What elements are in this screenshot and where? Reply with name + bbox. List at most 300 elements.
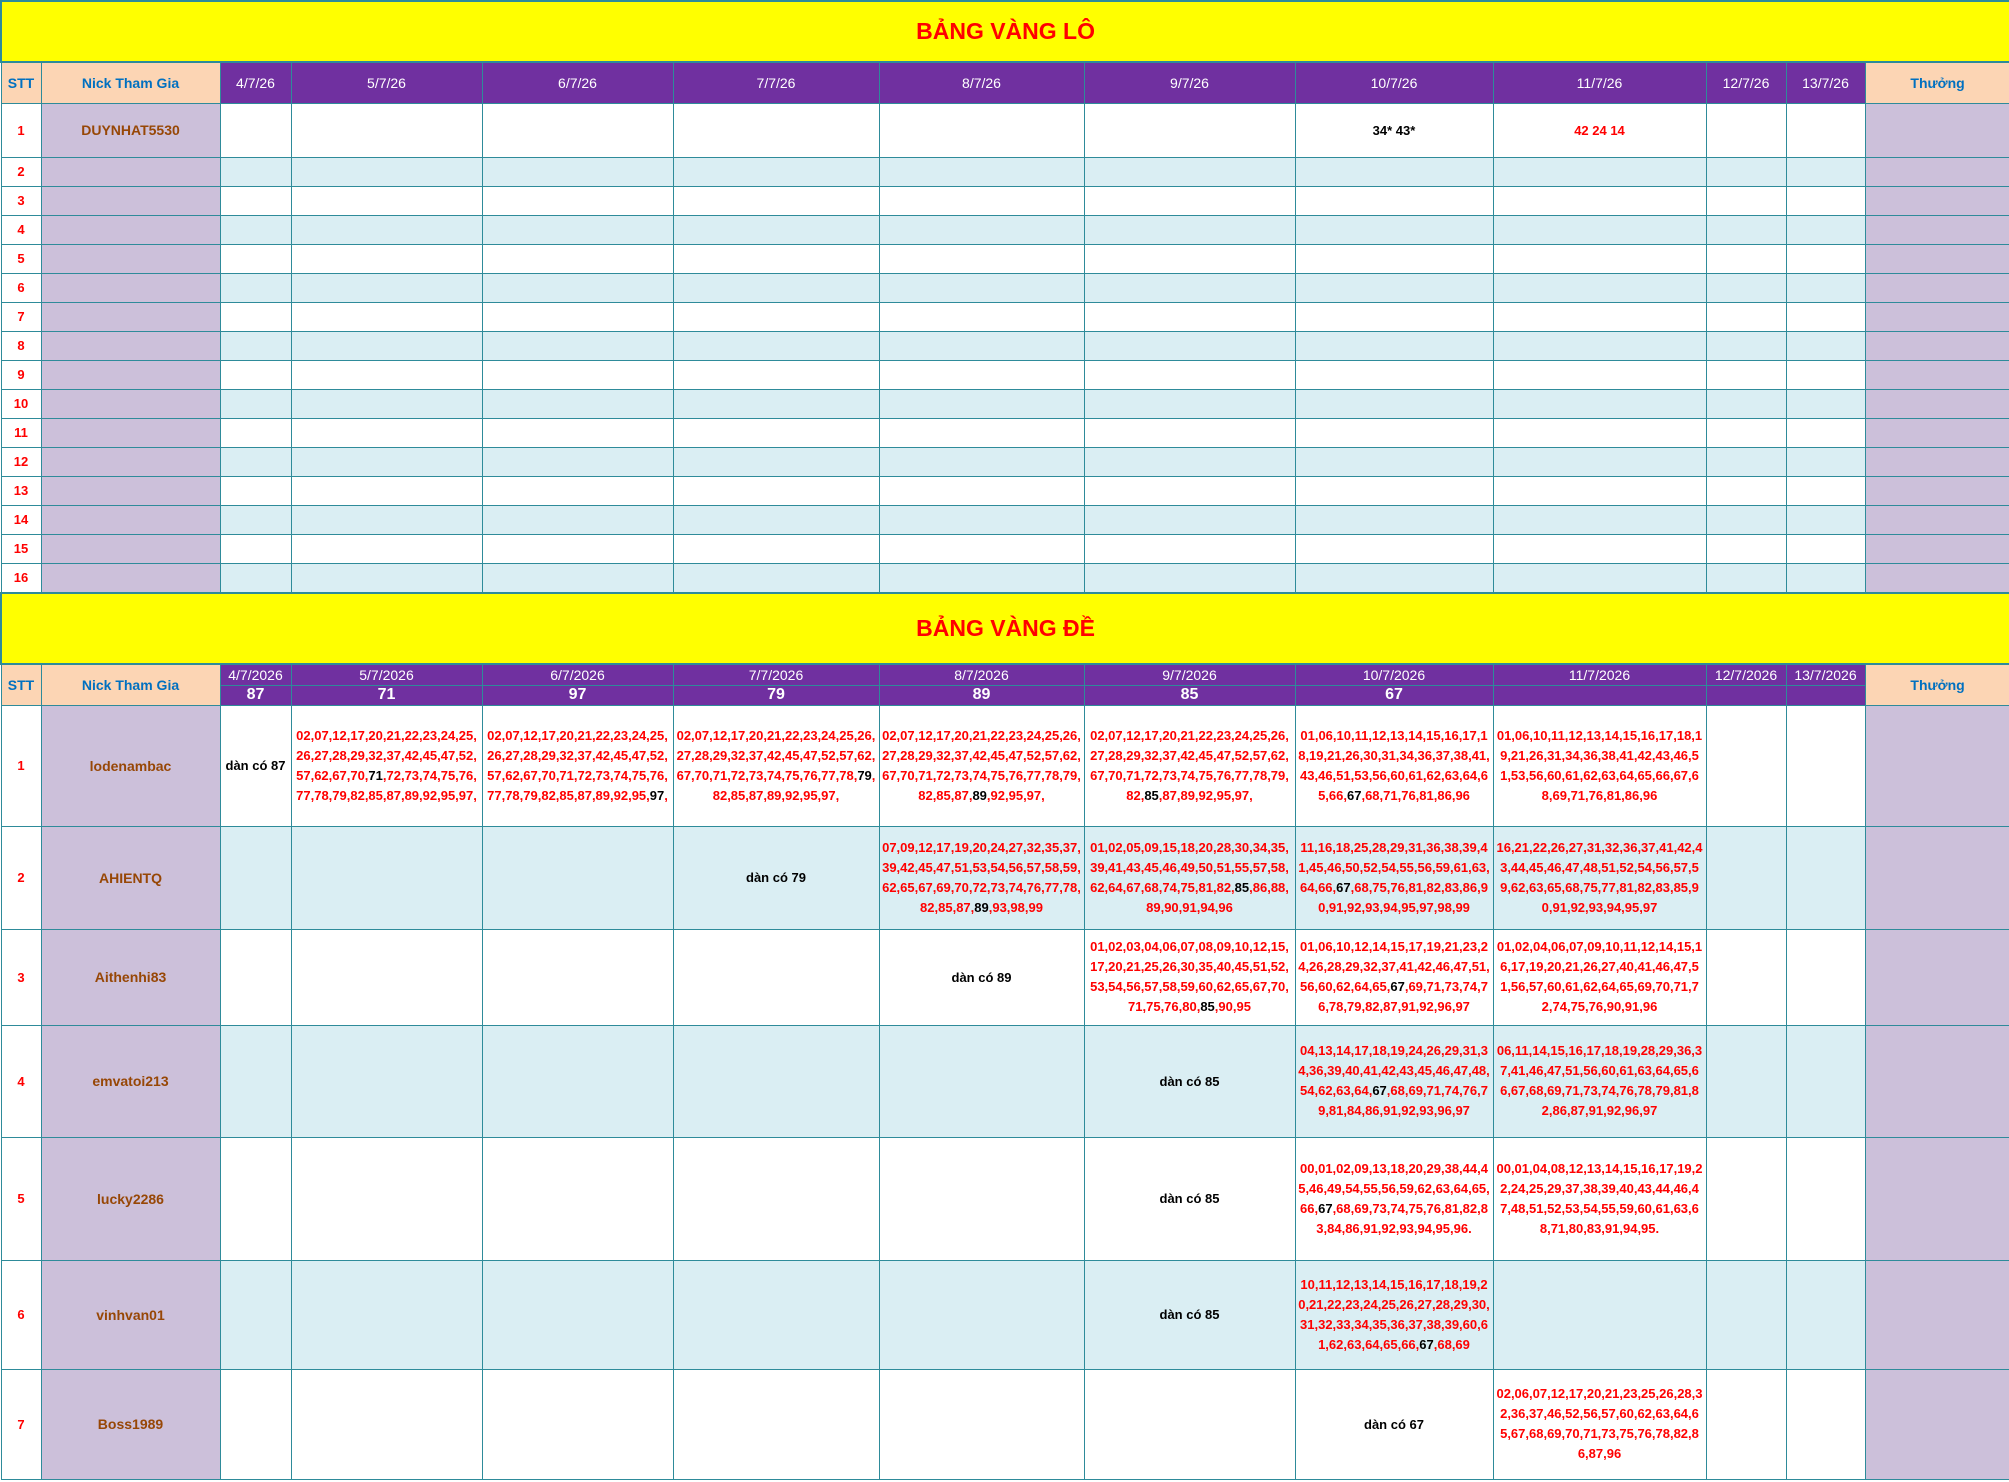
dan-note: dàn có 85	[1159, 1307, 1220, 1322]
day-cell	[673, 244, 879, 273]
table-row	[1, 929, 2009, 1025]
number-list: 01,06,10,12,14,15,17,19,21,23,24,26,28,29,32,37,41,42,46,47,51,56,60,62,64,65,67,69,71,73,74,76,78,79,82,87,91,92,96,97	[1298, 939, 1490, 1014]
thuong-cell	[1865, 244, 2009, 273]
thuong-cell	[1865, 826, 2009, 929]
day-cell	[482, 476, 673, 505]
thuong-cell	[1865, 186, 2009, 215]
day-cell	[1786, 1137, 1865, 1260]
day-cell	[1706, 244, 1786, 273]
day-cell	[291, 1137, 482, 1260]
day-cell	[1493, 705, 1706, 826]
day-cell	[879, 418, 1084, 447]
day-cell	[1786, 563, 1865, 592]
result-cell: 89	[879, 685, 1084, 705]
number-list: 01,06,10,11,12,13,14,15,16,17,18,19,21,26,31,34,36,38,41,42,43,46,51,53,56,60,61,62,63,64,65,66,67,68,69,71,76,81,86,96	[1496, 727, 1703, 803]
day-cell	[482, 389, 673, 418]
day-cell	[879, 505, 1084, 534]
day-cell	[220, 103, 291, 157]
row-number: 15	[1, 534, 41, 563]
row-number: 14	[1, 505, 41, 534]
day-cell	[1493, 826, 1706, 929]
stt-header: STT	[1, 62, 41, 103]
day-cell	[1706, 534, 1786, 563]
day-cell	[673, 505, 879, 534]
day-cell	[1295, 215, 1493, 244]
day-cell	[673, 1025, 879, 1137]
day-cell	[879, 563, 1084, 592]
hit-number: 89	[972, 787, 987, 803]
day-cell	[1084, 705, 1295, 826]
day-cell	[482, 103, 673, 157]
day-cell	[291, 447, 482, 476]
day-cell	[1786, 331, 1865, 360]
day-cell	[1295, 331, 1493, 360]
day-cell	[1786, 273, 1865, 302]
table-row	[1, 186, 2009, 215]
date-header: 12/7/26	[1706, 62, 1786, 103]
thuong-cell	[1865, 534, 2009, 563]
day-cell	[1295, 1025, 1493, 1137]
hit-number: 67	[1419, 1336, 1434, 1352]
table-row	[1, 389, 2009, 418]
day-cell	[220, 447, 291, 476]
date-header: 13/7/26	[1786, 62, 1865, 103]
day-cell	[291, 705, 482, 826]
day-cell	[673, 360, 879, 389]
thuong-cell	[1865, 103, 2009, 157]
day-cell	[1295, 929, 1493, 1025]
day-cell	[879, 826, 1084, 929]
nick-cell: AHIENTQ	[41, 826, 220, 929]
day-cell	[879, 1137, 1084, 1260]
number-list: 02,07,12,17,20,21,22,23,24,25,26,27,28,29,32,37,42,45,47,52,57,62,67,70,71,72,73,74,75,76,77,78,79,82,85,87,89,92,95,97,	[487, 727, 668, 803]
day-cell	[220, 705, 291, 826]
day-cell	[1295, 273, 1493, 302]
day-cell	[1706, 389, 1786, 418]
row-number: 5	[1, 244, 41, 273]
day-cell	[879, 1369, 1084, 1479]
row-number: 11	[1, 418, 41, 447]
day-cell	[1786, 505, 1865, 534]
day-cell	[291, 929, 482, 1025]
thuong-header: Thưởng	[1865, 62, 2009, 103]
nick-cell: lodenambac	[41, 705, 220, 826]
nick-cell	[41, 534, 220, 563]
result-cell: 71	[291, 685, 482, 705]
day-cell	[1786, 389, 1865, 418]
date-header: 11/7/2026	[1493, 664, 1706, 685]
day-cell	[673, 302, 879, 331]
date-header: 6/7/26	[482, 62, 673, 103]
day-cell	[1493, 273, 1706, 302]
day-cell	[291, 1260, 482, 1369]
day-cell	[220, 215, 291, 244]
day-cell	[1295, 534, 1493, 563]
day-cell	[1706, 157, 1786, 186]
row-number: 2	[1, 157, 41, 186]
table-row	[1, 331, 2009, 360]
day-cell	[879, 302, 1084, 331]
day-cell	[220, 418, 291, 447]
day-cell	[879, 447, 1084, 476]
day-cell	[1084, 418, 1295, 447]
number-list: 02,07,12,17,20,21,22,23,24,25,26,27,28,29,32,37,42,45,47,52,57,62,67,70,71,72,73,74,75,76,77,78,79,82,85,87,89,92,95,97,	[1090, 727, 1289, 803]
day-cell	[879, 476, 1084, 505]
day-cell	[291, 273, 482, 302]
day-cell	[1706, 476, 1786, 505]
table-row	[1, 563, 2009, 592]
row-number: 3	[1, 186, 41, 215]
row-number: 13	[1, 476, 41, 505]
day-cell	[1295, 157, 1493, 186]
day-cell	[1493, 534, 1706, 563]
day-cell	[482, 505, 673, 534]
day-cell	[291, 103, 482, 157]
nick-cell: DUYNHAT5530	[41, 103, 220, 157]
date-header: 13/7/2026	[1786, 664, 1865, 685]
day-cell	[1706, 929, 1786, 1025]
number-list: 01,02,05,09,15,18,20,28,30,34,35,39,41,43,45,46,49,50,51,55,57,58,62,64,67,68,74,75,81,82,85,86,88,89,90,91,94,96	[1090, 839, 1289, 915]
table-row	[1, 418, 2009, 447]
hit-number: 67	[1372, 1083, 1387, 1098]
day-cell	[879, 1025, 1084, 1137]
date-header: 7/7/2026	[673, 664, 879, 685]
row-number: 16	[1, 563, 41, 592]
day-cell	[1084, 103, 1295, 157]
number-list: 16,21,22,26,27,31,32,36,37,41,42,43,44,45,46,47,48,51,52,54,56,57,59,62,63,65,68,75,77,81,82,83,85,90,91,92,93,94,95,97	[1496, 839, 1703, 915]
date-header: 9/7/26	[1084, 62, 1295, 103]
day-cell	[1493, 331, 1706, 360]
nick-cell	[41, 476, 220, 505]
day-cell	[1706, 447, 1786, 476]
date-header: 12/7/2026	[1706, 664, 1786, 685]
day-cell	[1493, 1369, 1706, 1479]
day-cell	[1493, 447, 1706, 476]
nick-cell	[41, 505, 220, 534]
thuong-cell	[1865, 505, 2009, 534]
hit-number: 85	[1234, 879, 1250, 895]
thuong-cell	[1865, 447, 2009, 476]
nick-cell	[41, 447, 220, 476]
day-cell	[1084, 273, 1295, 302]
day-cell	[220, 157, 291, 186]
day-cell	[1493, 1260, 1706, 1369]
thuong-cell	[1865, 389, 2009, 418]
number-list: 01,02,03,04,06,07,08,09,10,12,15,17,20,21,25,26,30,35,40,45,51,52,53,54,56,57,58,59,60,62,65,67,70,71,75,76,80,85,90,95	[1090, 939, 1289, 1014]
thuong-cell	[1865, 705, 2009, 826]
day-cell	[1295, 389, 1493, 418]
day-cell	[879, 273, 1084, 302]
date-header: 5/7/2026	[291, 664, 482, 685]
table-row	[1, 157, 2009, 186]
row-number: 6	[1, 273, 41, 302]
table-row	[1, 1369, 2009, 1479]
table-row	[1, 505, 2009, 534]
day-cell	[291, 1025, 482, 1137]
day-cell	[879, 360, 1084, 389]
day-cell	[220, 331, 291, 360]
day-cell	[291, 418, 482, 447]
de-table	[0, 592, 2009, 1480]
table-row	[1, 215, 2009, 244]
day-cell	[1706, 186, 1786, 215]
nick-cell	[41, 186, 220, 215]
number-list: 07,09,12,17,19,20,24,27,32,35,37,39,42,45,47,51,53,54,56,57,58,59,62,65,67,69,70,72,73,74,76,77,78,82,85,87,89,93,98,99	[882, 839, 1081, 915]
nick-cell	[41, 389, 220, 418]
hit-number: 71	[368, 767, 383, 783]
nick-cell: Boss1989	[41, 1369, 220, 1479]
nick-header: Nick Tham Gia	[41, 62, 220, 103]
thuong-cell	[1865, 360, 2009, 389]
number-list: 00,01,02,09,13,18,20,29,38,44,45,46,49,54,55,56,59,62,63,64,65,66,67,68,69,73,74,75,76,81,82,83,84,86,91,92,93,94,95,96.	[1298, 1160, 1490, 1236]
thuong-cell	[1865, 331, 2009, 360]
day-cell	[1786, 476, 1865, 505]
nick-cell: vinhvan01	[41, 1260, 220, 1369]
result-cell	[1493, 685, 1706, 705]
thuong-cell	[1865, 418, 2009, 447]
row-number: 7	[1, 302, 41, 331]
day-cell	[482, 563, 673, 592]
day-cell	[673, 157, 879, 186]
date-header: 4/7/26	[220, 62, 291, 103]
table-row	[1, 826, 2009, 929]
number-list: 01,06,10,11,12,13,14,15,16,17,18,19,21,26,30,31,34,36,37,38,41,43,46,51,53,56,60,61,62,63,64,65,66,67,68,71,76,81,86,96	[1298, 727, 1490, 803]
stt-header: STT	[1, 664, 41, 705]
row-number: 5	[1, 1137, 41, 1260]
day-cell	[482, 1025, 673, 1137]
day-cell	[1706, 302, 1786, 331]
day-cell	[220, 1137, 291, 1260]
day-cell	[220, 1369, 291, 1479]
day-cell	[1084, 331, 1295, 360]
day-cell	[291, 1369, 482, 1479]
day-cell	[291, 215, 482, 244]
thuong-cell	[1865, 1369, 2009, 1479]
day-cell	[1493, 157, 1706, 186]
day-cell	[1493, 929, 1706, 1025]
row-number: 3	[1, 929, 41, 1025]
day-cell	[1493, 418, 1706, 447]
day-cell	[1084, 447, 1295, 476]
day-cell	[1493, 215, 1706, 244]
day-cell	[1084, 157, 1295, 186]
day-cell	[673, 826, 879, 929]
day-cell	[673, 273, 879, 302]
day-cell	[220, 505, 291, 534]
day-cell	[482, 244, 673, 273]
thuong-cell	[1865, 476, 2009, 505]
date-header: 7/7/26	[673, 62, 879, 103]
day-cell	[482, 360, 673, 389]
day-cell	[1084, 1137, 1295, 1260]
day-cell	[673, 1137, 879, 1260]
day-cell	[220, 389, 291, 418]
day-cell	[1786, 1369, 1865, 1479]
date-header: 9/7/2026	[1084, 664, 1295, 685]
row-number: 8	[1, 331, 41, 360]
day-cell	[1786, 302, 1865, 331]
day-cell	[1706, 1260, 1786, 1369]
day-cell	[1084, 826, 1295, 929]
table-row	[1, 1260, 2009, 1369]
day-cell	[1493, 476, 1706, 505]
day-cell	[1706, 215, 1786, 244]
day-cell	[291, 534, 482, 563]
day-cell	[1084, 534, 1295, 563]
hit-number: 97	[649, 787, 665, 803]
day-cell	[1084, 389, 1295, 418]
day-cell	[1295, 418, 1493, 447]
day-cell	[1295, 563, 1493, 592]
date-header: 10/7/2026	[1295, 664, 1493, 685]
day-cell	[220, 826, 291, 929]
thuong-cell	[1865, 1260, 2009, 1369]
number-list: 02,07,12,17,20,21,22,23,24,25,26,27,28,29,32,37,42,45,47,52,57,62,67,70,71,72,73,74,75,76,77,78,79,82,85,87,89,92,95,97,	[882, 727, 1081, 803]
day-cell	[291, 563, 482, 592]
hit-number: 85	[1144, 787, 1159, 803]
day-cell	[673, 186, 879, 215]
day-cell	[1493, 244, 1706, 273]
day-cell	[1786, 1260, 1865, 1369]
day-cell	[291, 186, 482, 215]
day-cell	[1786, 157, 1865, 186]
day-cell	[673, 563, 879, 592]
day-cell	[1295, 1260, 1493, 1369]
day-cell	[673, 534, 879, 563]
day-cell	[220, 563, 291, 592]
hit-number: 67	[1318, 1200, 1333, 1216]
day-cell	[220, 1025, 291, 1137]
day-cell	[1786, 826, 1865, 929]
day-cell: 34* 43*	[1295, 103, 1493, 157]
date-header: 5/7/26	[291, 62, 482, 103]
day-cell	[1084, 360, 1295, 389]
thuong-cell	[1865, 929, 2009, 1025]
thuong-cell	[1865, 1137, 2009, 1260]
day-cell	[1084, 929, 1295, 1025]
day-cell	[1295, 826, 1493, 929]
day-cell	[1786, 360, 1865, 389]
day-cell	[879, 186, 1084, 215]
nick-cell: emvatoi213	[41, 1025, 220, 1137]
day-cell	[1084, 1025, 1295, 1137]
day-cell	[1706, 705, 1786, 826]
row-number: 7	[1, 1369, 41, 1479]
day-cell	[879, 929, 1084, 1025]
day-cell	[1295, 1369, 1493, 1479]
number-list: 04,13,14,17,18,19,24,26,29,31,34,36,39,40,41,42,43,45,46,47,48,54,62,63,64,67,68,69,71,74,76,79,81,84,86,91,92,93,96,97	[1298, 1043, 1490, 1118]
day-cell	[1084, 302, 1295, 331]
day-cell	[482, 1369, 673, 1479]
day-cell	[220, 476, 291, 505]
day-cell	[1084, 215, 1295, 244]
day-cell	[879, 705, 1084, 826]
day-cell	[1493, 302, 1706, 331]
row-number: 2	[1, 826, 41, 929]
day-cell	[1706, 826, 1786, 929]
hit-number: 89	[974, 899, 989, 915]
number-list: 02,07,12,17,20,21,22,23,24,25,26,27,28,29,32,37,42,45,47,52,57,62,67,70,71,72,73,74,75,76,77,78,79,82,85,87,89,92,95,97,	[296, 727, 477, 803]
number-list: 02,07,12,17,20,21,22,23,24,25,26,27,28,29,32,37,42,45,47,52,57,62,67,70,71,72,73,74,75,76,77,78,79,82,85,87,89,92,95,97,	[676, 727, 876, 803]
day-cell	[673, 1260, 879, 1369]
day-cell	[673, 476, 879, 505]
day-cell	[879, 534, 1084, 563]
day-cell	[1706, 360, 1786, 389]
day-cell	[673, 705, 879, 826]
day-cell	[1084, 476, 1295, 505]
day-cell	[482, 418, 673, 447]
dan-note: dàn có 79	[746, 870, 806, 885]
day-cell	[1706, 1025, 1786, 1137]
nick-cell	[41, 331, 220, 360]
table-row	[1, 534, 2009, 563]
day-cell	[220, 273, 291, 302]
table-row	[1, 103, 2009, 157]
result-cell: 85	[1084, 685, 1295, 705]
day-cell	[291, 505, 482, 534]
day-cell	[1084, 1260, 1295, 1369]
nick-cell	[41, 418, 220, 447]
day-cell	[482, 331, 673, 360]
day-cell	[1084, 1369, 1295, 1479]
hit-number: 79	[857, 767, 872, 783]
table-row	[1, 244, 2009, 273]
day-cell	[1295, 360, 1493, 389]
dan-note: dàn có 85	[1159, 1073, 1220, 1089]
number-list: 11,16,18,25,28,29,31,36,38,39,41,45,46,50,52,54,55,56,59,61,63,64,66,67,68,75,76,81,82,83,86,90,91,92,93,94,95,97,98,99	[1298, 839, 1490, 915]
day-cell	[673, 103, 879, 157]
dan-note: dàn có 85	[1159, 1191, 1220, 1206]
day-cell	[1786, 705, 1865, 826]
day-cell	[1706, 563, 1786, 592]
day-cell	[1706, 273, 1786, 302]
day-cell	[482, 215, 673, 244]
row-number: 4	[1, 215, 41, 244]
dan-note: dàn có 87	[225, 758, 286, 773]
thuong-header: Thưởng	[1865, 664, 2009, 705]
day-cell	[1295, 186, 1493, 215]
result-cell	[1706, 685, 1786, 705]
day-cell	[1295, 1137, 1493, 1260]
day-cell	[220, 186, 291, 215]
day-cell	[673, 418, 879, 447]
number-list: 06,11,14,15,16,17,18,19,28,29,36,37,41,46,47,51,56,60,61,63,64,65,66,67,68,69,71,73,74,76,78,79,81,82,86,87,91,92,96,97	[1496, 1043, 1703, 1118]
day-cell	[291, 331, 482, 360]
day-cell	[1295, 302, 1493, 331]
day-cell	[482, 273, 673, 302]
date-header: 11/7/26	[1493, 62, 1706, 103]
day-cell	[879, 244, 1084, 273]
day-cell	[1084, 563, 1295, 592]
thuong-cell	[1865, 157, 2009, 186]
row-number: 4	[1, 1025, 41, 1137]
day-cell	[220, 244, 291, 273]
day-cell	[1295, 705, 1493, 826]
day-cell	[879, 1260, 1084, 1369]
table-row	[1, 273, 2009, 302]
day-cell	[879, 331, 1084, 360]
day-cell	[291, 360, 482, 389]
day-cell	[1786, 1025, 1865, 1137]
day-cell	[482, 534, 673, 563]
day-cell	[1295, 447, 1493, 476]
table-row	[1, 447, 2009, 476]
nick-cell	[41, 302, 220, 331]
number-list: 10,11,12,13,14,15,16,17,18,19,20,21,22,23,24,25,26,27,28,29,30,31,32,33,34,35,36,37,38,39,60,61,62,63,64,65,66,67,68,69	[1298, 1276, 1490, 1352]
day-cell	[1786, 186, 1865, 215]
result-cell	[1786, 685, 1865, 705]
day-cell	[1493, 1025, 1706, 1137]
